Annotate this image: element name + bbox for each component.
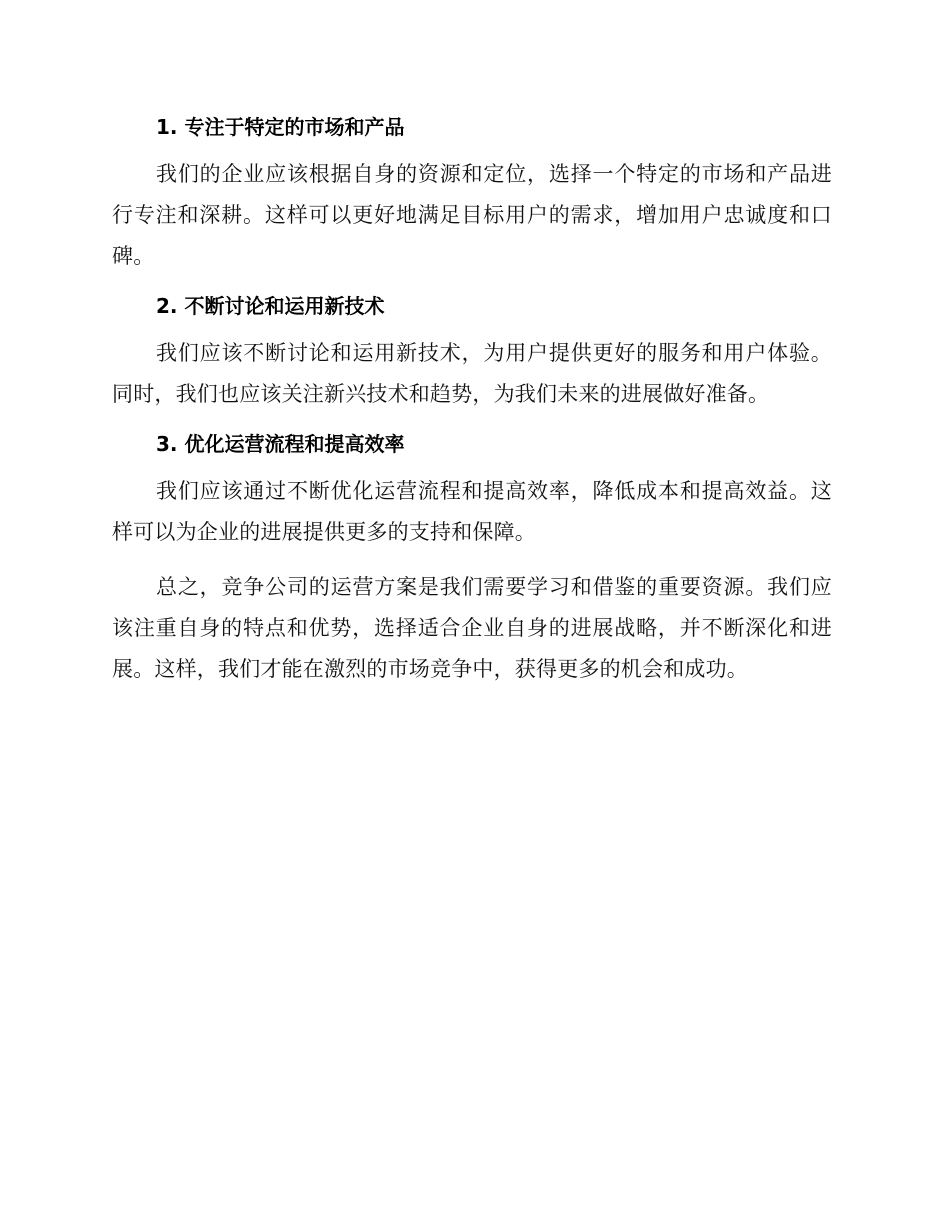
section-paragraph-3: 我们应该通过不断优化运营流程和提高效率，降低成本和提高效益。这样可以为企业的进展提供更多的支持和保障。 bbox=[112, 479, 832, 544]
section-heading-1: 1. 专注于特定的市场和产品 bbox=[156, 115, 405, 139]
section-heading-3: 3. 优化运营流程和提高效率 bbox=[156, 432, 405, 456]
document-body bbox=[112, 112, 832, 690]
section-heading-2: 2. 不断讨论和运用新技术 bbox=[156, 294, 385, 318]
section-paragraph-2: 我们应该不断讨论和运用新技术，为用户提供更好的服务和用户体验。同时，我们也应该关注新兴技术和趋势，为我们未来的进展做好准备。 bbox=[112, 341, 832, 406]
conclusion-paragraph: 总之，竞争公司的运营方案是我们需要学习和借鉴的重要资源。我们应该注重自身的特点和优势，选择适合企业自身的进展战略，并不断深化和进展。这样，我们才能在激烈的市场竞争中，获得更多的机会和成功。 bbox=[112, 575, 832, 681]
section-paragraph-1: 我们的企业应该根据自身的资源和定位，选择一个特定的市场和产品进行专注和深耕。这样可以更好地满足目标用户的需求，增加用户忠诚度和口碑。 bbox=[112, 162, 832, 268]
